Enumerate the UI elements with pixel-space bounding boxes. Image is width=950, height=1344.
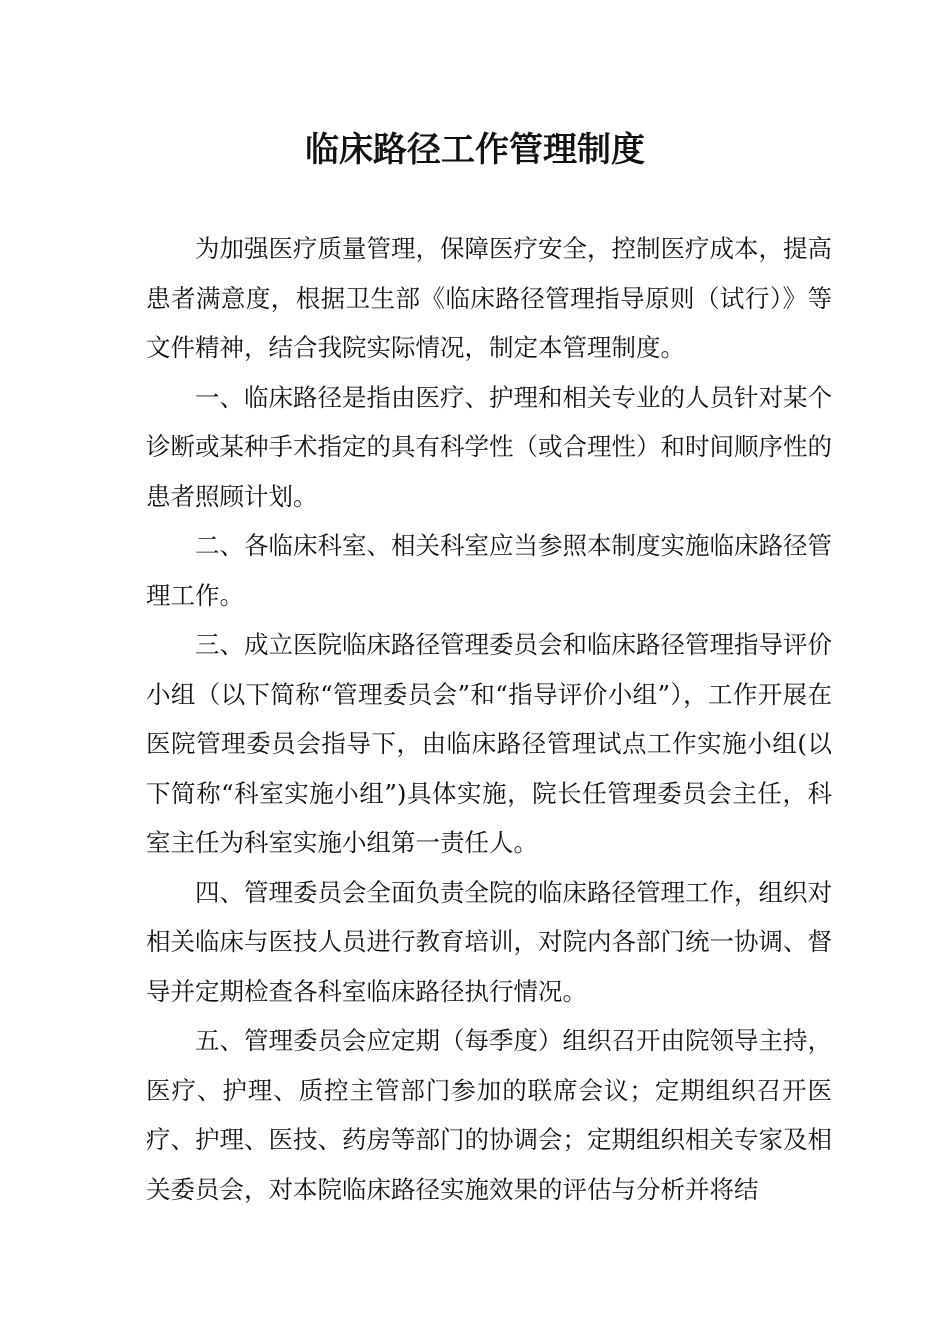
paragraph-intro: 为加强医疗质量管理，保障医疗安全，控制医疗成本，提高患者满意度，根据卫生部《临床路径管理指导原则（试行）》等文件精神，结合我院实际情况，制定本管理制度。 bbox=[146, 234, 832, 362]
paragraph-item-5: 五、管理委员会应定期（每季度）组织召开由院领导主持，医疗、护理、质控主管部门参加的联席会议；定期组织召开医疗、护理、医技、药房等部门的协调会；定期组织相关专家及相关委员会，对本院临床路径实施效果的评估与分析并将结 bbox=[146, 1026, 832, 1204]
paragraph-item-3: 三、成立医院临床路径管理委员会和临床路径管理指导评价小组（以下简称“管理委员会”和“指导评价小组”），工作开展在医院管理委员会指导下，由临床路径管理试点工作实施小组(以下简称“科室实施小组”)具体实施，院长任管理委员会主任，科室主任为科室实施小组第一责任人。 bbox=[146, 630, 832, 857]
paragraph-item-4: 四、管理委员会全面负责全院的临床路径管理工作，组织对相关临床与医技人员进行教育培训，对院内各部门统一协调、督导并定期检查各科室临床路径执行情况。 bbox=[146, 877, 832, 1006]
paragraph-item-2: 二、各临床科室、相关科室应当参照本制度实施临床路径管理工作。 bbox=[146, 531, 832, 610]
paragraph-item-1: 一、临床路径是指由医疗、护理和相关专业的人员针对某个诊断或某种手术指定的具有科学性（或合理性）和时间顺序性的患者照顾计划。 bbox=[146, 382, 832, 511]
document-title: 临床路径工作管理制度 bbox=[305, 130, 645, 170]
document-body bbox=[146, 224, 832, 1214]
